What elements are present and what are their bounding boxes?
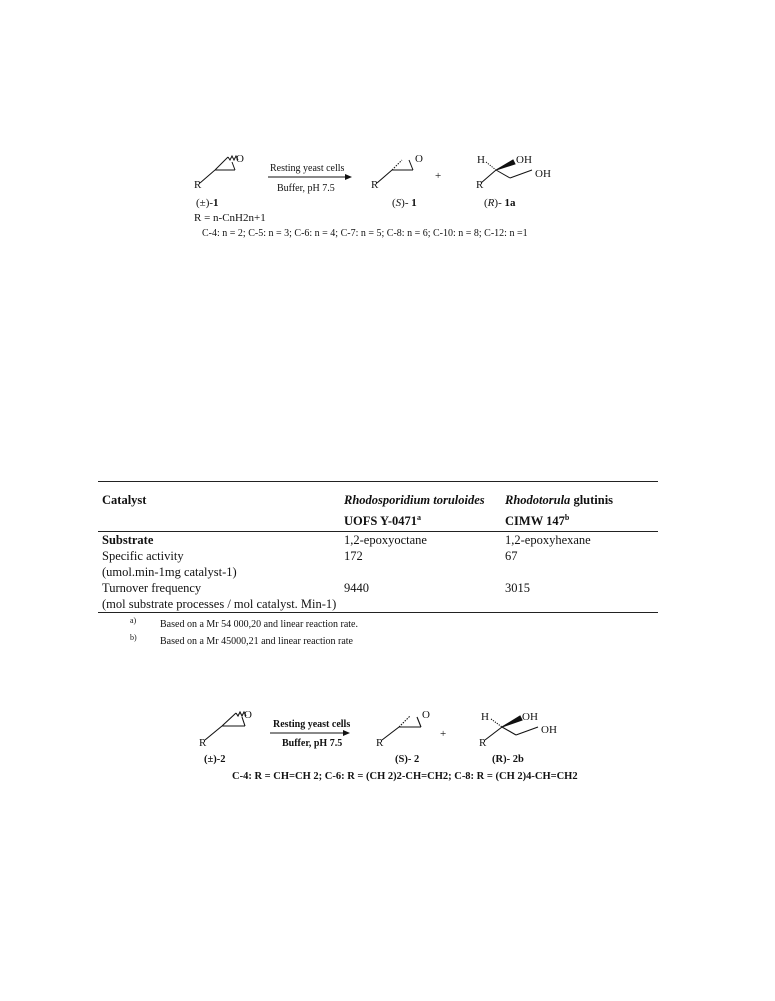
- hydrogen-label: H: [477, 154, 485, 166]
- r-group-label: R: [376, 737, 384, 749]
- hydrogen-label: H: [481, 711, 489, 723]
- r-group-label: R: [371, 179, 379, 191]
- header-col1-species: Rhodosporidium toruloides: [344, 493, 485, 507]
- compound-label-r: (R)- 1a: [484, 197, 516, 209]
- plus-sign: +: [440, 728, 447, 740]
- header-catalyst: Catalyst: [102, 493, 147, 507]
- header-col1-strain: UOFS Y-0471$^a$: [344, 512, 422, 528]
- compound-label-s: (S)- 2: [395, 754, 420, 765]
- row-substrate-col2: 1,2-epoxyhexane: [505, 533, 591, 547]
- row-turnover-col2: 3015: [505, 581, 530, 595]
- r-group-label: R: [199, 737, 207, 749]
- header-col2-strain: CIMW 147$^b$: [505, 512, 570, 528]
- compound-label-r: (R)- 2b: [492, 754, 524, 765]
- row-activity-units: (umol.min-1mg catalyst-1): [102, 565, 237, 579]
- s-epoxide-structure: [382, 716, 421, 740]
- reagent-top-label: Resting yeast cells: [270, 163, 345, 174]
- racemic-epoxide-structure: [205, 712, 246, 740]
- reagent-bottom-label: Buffer, pH 7.5: [282, 738, 343, 749]
- r-group-label: R: [479, 737, 487, 749]
- row-turnover-units: (mol substrate processes / mol catalyst. Min-1): [102, 597, 337, 611]
- footnote-a-text: Based on a Mr 54 000,20 and linear reaction rate.: [160, 619, 358, 630]
- compound-label-racemic: (±)-2: [204, 754, 226, 765]
- reaction-arrow: [270, 730, 350, 736]
- compound-label-racemic: (±)-1: [196, 197, 219, 209]
- row-activity-col2: 67: [505, 549, 518, 563]
- compound-label-s: (S)- 1: [392, 197, 417, 209]
- row-activity-label: Specific activity: [102, 549, 184, 563]
- r-group-label: R: [194, 179, 202, 191]
- footnote-b-mark: b): [130, 633, 137, 642]
- reagent-top-label: Resting yeast cells: [273, 719, 351, 730]
- row-turnover-label: Turnover frequency: [102, 581, 202, 595]
- r-group-definition: R = n-CnH2n+1: [194, 212, 266, 224]
- hydroxyl-label: OH: [535, 168, 551, 180]
- footnote-a-mark: a): [130, 616, 137, 625]
- reagent-bottom-label: Buffer, pH 7.5: [277, 183, 335, 194]
- header-col2-species: Rhodotorula glutinis: [505, 493, 614, 507]
- oxygen-label: O: [422, 709, 430, 721]
- footnote-b-text: Based on a Mr 45000,21 and linear reaction rate: [160, 636, 353, 647]
- row-substrate-col1: 1,2-epoxyoctane: [344, 533, 427, 547]
- row-substrate-label: Substrate: [102, 533, 154, 547]
- r-group-label: R: [476, 179, 484, 191]
- row-turnover-col1: 9440: [344, 581, 369, 595]
- hydroxyl-label: OH: [541, 724, 557, 736]
- row-activity-col1: 172: [344, 549, 363, 563]
- chain-length-list: C-4: n = 2; C-5: n = 3; C-6: n = 4; C-7: n = 5; C-8: n = 6; C-10: n = 8; C-12: n =1: [202, 228, 528, 239]
- oxygen-label: O: [236, 153, 244, 165]
- chain-type-list: C-4: R = CH=CH 2; C-6: R = (CH 2)2-CH=CH2; C-8: R = (CH 2)4-CH=CH2: [232, 771, 578, 782]
- hydroxyl-label: OH: [516, 154, 532, 166]
- hydroxyl-label: OH: [522, 711, 538, 723]
- oxygen-label: O: [415, 153, 423, 165]
- plus-sign: +: [435, 170, 442, 182]
- oxygen-label: O: [244, 709, 252, 721]
